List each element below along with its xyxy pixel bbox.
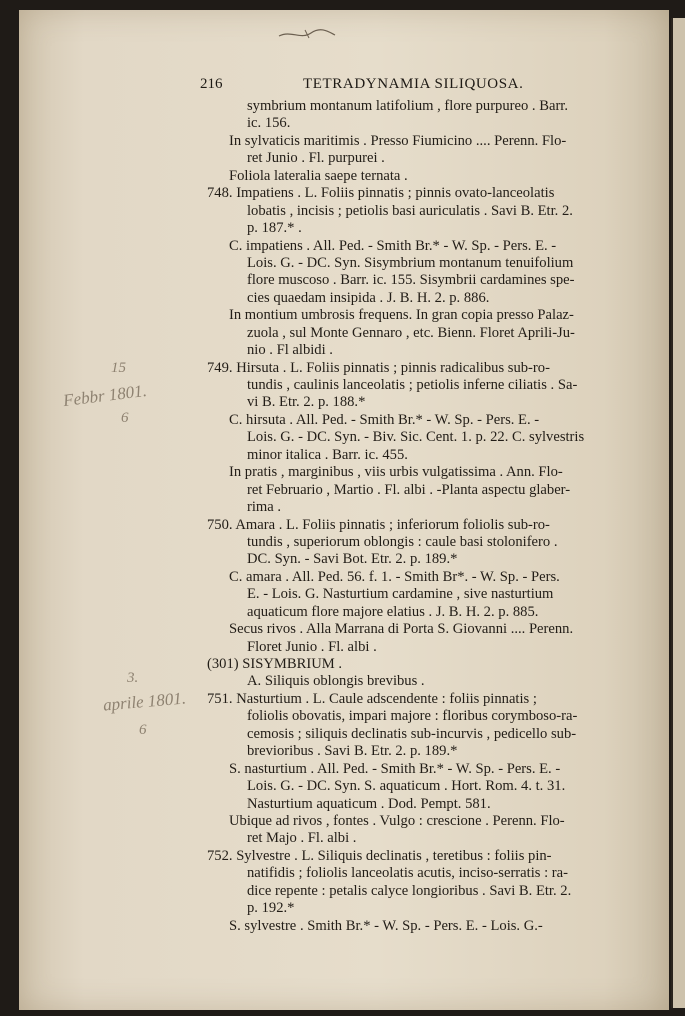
text-line: Foliola lateralia saepe ternata . — [229, 167, 408, 184]
text-line: 749. Hirsuta . L. Foliis pinnatis ; pinnis radicalibus sub-ro- — [207, 359, 550, 376]
margin-note-1-day: 15 — [111, 360, 126, 376]
text-line: zuola , sul Monte Gennaro , etc. Bienn. Floret Aprili-Ju- — [247, 324, 575, 341]
text-line: C. impatiens . All. Ped. - Smith Br.* - W. Sp. - Pers. E. - — [229, 237, 557, 254]
margin-note-2-day: 3. — [127, 670, 139, 686]
margin-note-1-date: Febbr 1801. — [62, 380, 148, 411]
text-line: brevioribus . Savi B. Etr. 2. p. 189.* — [247, 743, 458, 760]
text-line: rima . — [247, 499, 282, 516]
text-line: foliolis obovatis, impari majore : floribus corymboso-ra- — [247, 708, 578, 725]
text-line: S. nasturtium . All. Ped. - Smith Br.* - W. Sp. - Pers. E. - — [229, 760, 561, 777]
text-line: dice repente : petalis calyce longioribus . Savi B. Etr. 2. — [247, 882, 572, 899]
text-line: E. - Lois. G. Nasturtium cardamine , sive nasturtium — [247, 586, 554, 603]
text-line: ret Februario , Martio . Fl. albi . -Planta aspectu glaber- — [247, 481, 571, 498]
text-line: S. sylvestre . Smith Br.* - W. Sp. - Pers. E. - Lois. G.- — [229, 917, 543, 934]
text-line: cemosis ; siliquis declinatis sub-incurvis , pedicello sub- — [247, 725, 577, 742]
text-line: cies quaedam insipida . J. B. H. 2. p. 886. — [247, 289, 490, 306]
margin-note-1-number: 6 — [121, 410, 129, 426]
text-line: ret Majo . Fl. albi . — [247, 830, 357, 847]
text-line: flore muscoso . Barr. ic. 155. Sisymbrii cardamines spe- — [247, 272, 575, 289]
text-line: symbrium montanum latifolium , flore purpureo . Barr. — [247, 98, 569, 114]
text-line: C. amara . All. Ped. 56. f. 1. - Smith Br*. - W. Sp. - Pers. — [229, 568, 560, 585]
body-text — [207, 98, 662, 935]
ornament-flourish-icon — [277, 24, 337, 44]
page-header — [200, 76, 560, 96]
page-number: 216 — [200, 76, 223, 92]
text-line: ic. 156. — [247, 115, 291, 132]
text-line: Lois. G. - DC. Syn. Sisymbrium montanum tenuifolium — [247, 254, 574, 271]
text-line: Lois. G. - DC. Syn. S. aquaticum . Hort. Rom. 4. t. 31. — [247, 778, 566, 795]
text-line: In sylvaticis maritimis . Presso Fiumicino .... Perenn. Flo- — [229, 132, 567, 149]
text-line: aquaticum flore majore elatius . J. B. H. 2. p. 885. — [247, 603, 539, 620]
text-line: C. hirsuta . All. Ped. - Smith Br.* - W. Sp. - Pers. E. - — [229, 411, 540, 428]
text-line: A. Siliquis oblongis brevibus . — [247, 673, 425, 690]
running-title: TETRADYNAMIA SILIQUOSA. — [303, 76, 524, 92]
text-line: 748. Impatiens . L. Foliis pinnatis ; pinnis ovato-lanceolatis — [207, 185, 555, 202]
text-line: Secus rivos . Alla Marrana di Porta S. Giovanni .... Perenn. — [229, 621, 574, 638]
margin-note-2-date: aprile 1801. — [102, 688, 187, 715]
text-line: 751. Nasturtium . L. Caule adscendente : foliis pinnatis ; — [207, 690, 537, 707]
next-page-edge — [671, 18, 685, 1008]
text-line: tundis , caulinis lanceolatis ; petiolis inferne ciliatis . Sa- — [247, 377, 578, 393]
text-line: (301) SISYMBRIUM . — [207, 656, 343, 672]
text-line: Floret Junio . Fl. albi . — [247, 638, 377, 655]
margin-note-2-number: 6 — [139, 722, 147, 738]
text-line: p. 187.* . — [247, 220, 302, 237]
text-line: vi B. Etr. 2. p. 188.* — [247, 394, 366, 411]
text-line: ret Junio . Fl. purpurei . — [247, 150, 385, 167]
text-line: Nasturtium aquaticum . Dod. Pempt. 581. — [247, 795, 491, 812]
text-line: 752. Sylvestre . L. Siliquis declinatis , teretibus : foliis pin- — [207, 847, 552, 864]
text-line: Ubique ad rivos , fontes . Vulgo : crescione . Perenn. Flo- — [229, 812, 565, 829]
text-line: nio . Fl albidi . — [247, 342, 333, 359]
text-line: tundis , superiorum oblongis : caule basi stolonifero . — [247, 533, 558, 550]
text-line: natifidis ; foliolis lanceolatis acutis, inciso-serratis : ra- — [247, 865, 568, 882]
text-line: DC. Syn. - Savi Bot. Etr. 2. p. 189.* — [247, 551, 458, 568]
text-line: lobatis , incisis ; petiolis basi auriculatis . Savi B. Etr. 2. — [247, 202, 573, 219]
text-line: minor italica . Barr. ic. 455. — [247, 446, 408, 463]
book-page — [19, 10, 669, 1010]
text-line: In montium umbrosis frequens. In gran copia presso Palaz- — [229, 307, 574, 324]
text-line: In pratis , marginibus , viis urbis vulgatissima . Ann. Flo- — [229, 464, 563, 481]
text-line: 750. Amara . L. Foliis pinnatis ; inferiorum foliolis sub-ro- — [207, 516, 550, 533]
text-line: Lois. G. - DC. Syn. - Biv. Sic. Cent. 1. p. 22. C. sylvestris — [247, 429, 585, 446]
text-line: p. 192.* — [247, 900, 295, 917]
